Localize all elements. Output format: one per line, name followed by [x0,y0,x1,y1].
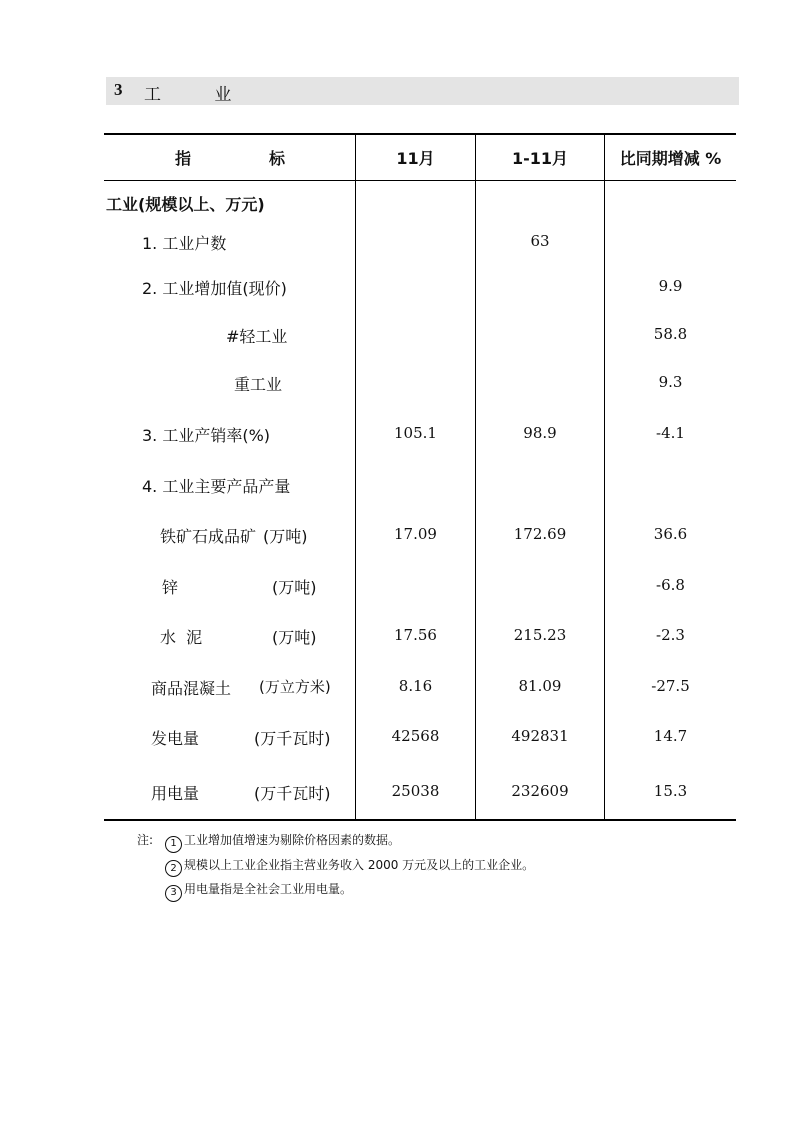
table-row [104,520,736,550]
row-month: 17.09 [394,525,437,543]
table-row [104,320,736,350]
row-cumulative: 215.23 [513,626,567,644]
footnote [137,877,534,902]
circled-number-icon: 2 [165,860,182,877]
header-indicator-b: 标 [269,148,286,168]
section-row [104,188,736,218]
row-label: 铁矿石成品矿 [160,527,257,546]
row-yoy: 14.7 [653,727,688,745]
row-label: #轻工业 [226,327,288,346]
row-label: 商品混凝土 [151,679,232,698]
row-cumulative: 172.69 [513,525,567,543]
header-indicator-a: 指 [174,148,191,168]
header-cumulative: 1-11月 [511,148,569,168]
row-month: 105.1 [394,424,437,442]
table-row [104,621,736,651]
table-row [104,571,736,601]
row-unit: (万吨) [263,527,308,546]
table-row [104,272,736,302]
footnote-text: 用电量指是全社会工业用电量。 [184,882,353,896]
footnote [137,828,534,853]
row-unit: (万千瓦时) [254,784,331,803]
circled-number-icon: 3 [165,885,182,902]
row-cumulative: 98.9 [523,424,557,442]
row-label: 锌 [162,578,179,597]
row-yoy: 36.6 [653,525,688,543]
row-month: 42568 [391,727,440,745]
section-title: 工 业 [144,85,256,105]
table-row [104,368,736,398]
row-yoy: 15.3 [653,782,688,800]
footnote-text: 工业增加值增速为剔除价格因素的数据。 [184,833,401,847]
footnote-text: 规模以上工业企业指主营业务收入 2000 万元及以上的工业企业。 [184,857,535,872]
table-row [104,470,736,500]
row-label: 3. 工业产销率(%) [142,426,271,445]
row-cumulative: 63 [530,232,550,250]
section-title-bar [106,77,739,105]
row-yoy: -2.3 [656,626,685,644]
table-row [104,419,736,449]
row-yoy: 9.3 [658,373,683,391]
row-yoy: -6.8 [656,576,685,594]
row-cumulative: 232609 [511,782,569,800]
row-unit: (万立方米) [259,678,331,696]
footnotes [137,828,534,902]
footnote [137,853,534,878]
table-row [104,672,736,702]
row-label: 水 泥 [160,628,203,647]
row-month: 17.56 [394,626,437,644]
industry-table [104,133,736,821]
header-month: 11月 [396,148,435,168]
row-label: 4. 工业主要产品产量 [142,477,291,496]
row-month: 8.16 [398,677,433,695]
row-unit: (万千瓦时) [254,729,331,748]
row-label: 用电量 [151,784,200,803]
row-yoy: -4.1 [656,424,685,442]
row-label: 发电量 [151,729,200,748]
header-indicator [104,133,356,181]
row-cumulative: 81.09 [518,677,562,695]
section-number: 3 [114,80,123,99]
table-bottom-rule [104,819,736,821]
row-label: 重工业 [234,375,283,394]
row-month: 25038 [391,782,440,800]
circled-number-icon: 1 [165,836,182,853]
row-label: 2. 工业增加值(现价) [142,279,287,298]
row-label: 1. 工业户数 [142,234,227,253]
row-yoy: -27.5 [651,677,690,695]
row-unit: (万吨) [272,628,317,647]
row-yoy: 9.9 [658,277,683,295]
row-cumulative: 492831 [511,727,569,745]
header-yoy: 比同期增减 % [619,148,722,168]
footnote-prefix: 注: [137,833,154,847]
table-row [104,777,736,807]
row-unit: (万吨) [272,578,317,597]
row-yoy: 58.8 [653,325,688,343]
table-row [104,227,736,257]
section-label: 工业(规模以上、万元) [106,195,265,214]
table-row [104,722,736,752]
